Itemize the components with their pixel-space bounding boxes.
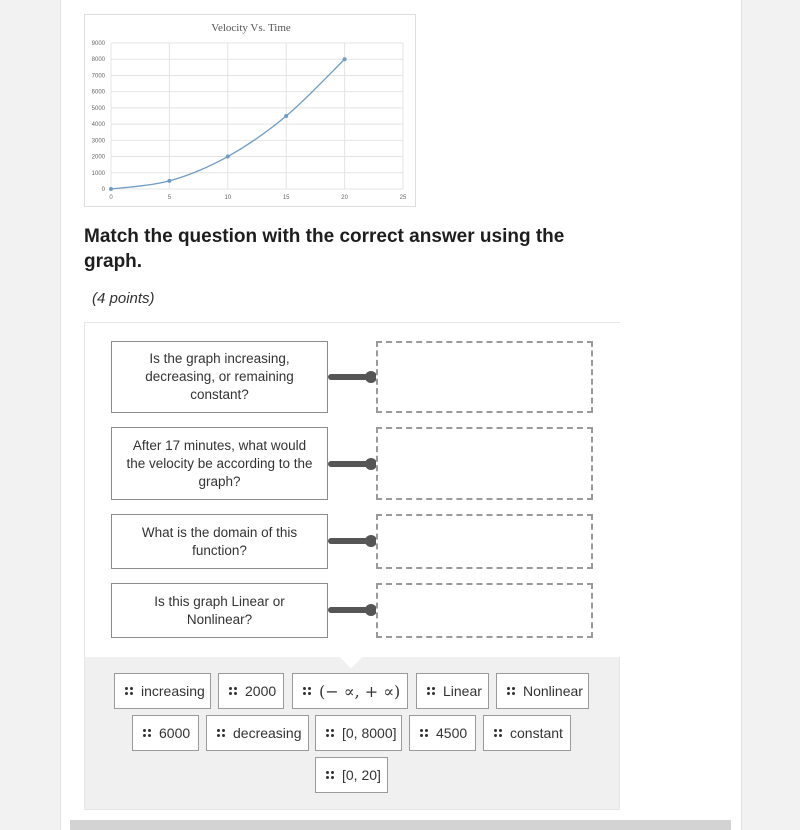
answer-label: [0, 20] [342, 767, 381, 783]
drag-handle-icon [143, 729, 151, 737]
y-tick-label: 3000 [91, 138, 105, 145]
drop-zone-1[interactable] [376, 341, 593, 413]
answer-chip-nonlinear[interactable] [496, 673, 589, 709]
answer-chip-constant[interactable] [483, 715, 571, 751]
y-tick-label: 6000 [91, 89, 105, 96]
answer-label: 4500 [436, 725, 468, 741]
connector-3 [328, 538, 375, 544]
drag-handle-icon [494, 729, 502, 737]
question-text: Match the question with the correct answer using the graph. [84, 226, 565, 272]
x-tick-label: 20 [341, 195, 348, 201]
connector-4 [328, 607, 375, 613]
drag-handle-icon [303, 687, 311, 695]
y-tick-label: 2000 [91, 154, 105, 161]
drag-handle-icon [217, 729, 225, 737]
drag-handle-icon [420, 729, 428, 737]
drag-handle-icon [326, 771, 334, 779]
drag-handle-icon [507, 687, 515, 695]
data-point [343, 57, 347, 61]
y-tick-label: 5000 [91, 105, 105, 112]
answer-label: constant [510, 725, 563, 741]
answer-chip-decreasing[interactable] [206, 715, 309, 751]
data-point [109, 187, 113, 191]
x-tick-label: 25 [399, 195, 407, 201]
answer-label: [0, 8000] [342, 725, 397, 741]
answer-label: Linear [443, 683, 482, 699]
y-tick-label: 9000 [91, 41, 105, 47]
data-point [226, 155, 230, 159]
answer-label: Nonlinear [523, 683, 583, 699]
chart-title: Velocity Vs. Time [211, 22, 291, 34]
drop-zone-3[interactable] [376, 514, 593, 569]
x-tick-label: 0 [109, 195, 113, 201]
answer-chip-4500[interactable] [409, 715, 476, 751]
y-tick-label: 8000 [91, 57, 105, 64]
answer-chip-linear[interactable] [416, 673, 489, 709]
answer-chip-all-reals[interactable] [292, 673, 408, 709]
answer-label: (− ∝, + ∝) [319, 681, 401, 701]
data-point [284, 114, 288, 118]
connector-2 [328, 461, 375, 467]
x-tick-label: 5 [167, 195, 172, 201]
prompt-text: Is this graph Linear or Nonlinear? [154, 593, 285, 627]
x-tick-label: 15 [282, 195, 290, 201]
drag-handle-icon [326, 729, 334, 737]
drag-handle-icon [125, 687, 133, 695]
drag-handle-icon [229, 687, 237, 695]
answer-label: 2000 [245, 683, 277, 699]
answer-label: decreasing [233, 725, 302, 741]
drag-handle-icon [427, 687, 435, 695]
x-tick-label: 10 [224, 195, 232, 201]
answer-label: 6000 [159, 725, 191, 741]
chart-svg [85, 15, 417, 208]
prompt-text: After 17 minutes, what would the velocity be according to the graph? [126, 437, 313, 489]
prompt-text: Is the graph increasing, decreasing, or remaining constant? [145, 351, 294, 402]
prompt-box-1 [111, 341, 328, 413]
answer-chip-domain-0-20[interactable] [315, 757, 388, 793]
prompt-box-4 [111, 583, 328, 638]
y-tick-label: 0 [101, 187, 105, 193]
prompt-box-2 [111, 427, 328, 500]
prompt-text: What is the domain of this function? [141, 524, 298, 558]
drop-zone-2[interactable] [376, 427, 593, 500]
y-tick-label: 1000 [91, 170, 105, 177]
velocity-chart [84, 14, 416, 207]
prompt-box-3 [111, 514, 328, 569]
drop-zone-4[interactable] [376, 583, 593, 638]
answer-label: increasing [141, 683, 205, 699]
answer-chip-2000[interactable] [218, 673, 284, 709]
answer-chip-range-0-8000[interactable] [315, 715, 402, 751]
y-tick-label: 4000 [91, 122, 105, 129]
answer-chip-increasing[interactable] [114, 673, 211, 709]
points-label: (4 points) [92, 290, 155, 307]
connector-1 [328, 374, 375, 380]
y-tick-label: 7000 [91, 73, 105, 80]
answer-chip-6000[interactable] [132, 715, 199, 751]
data-point [167, 179, 171, 183]
bottom-divider [70, 820, 731, 830]
